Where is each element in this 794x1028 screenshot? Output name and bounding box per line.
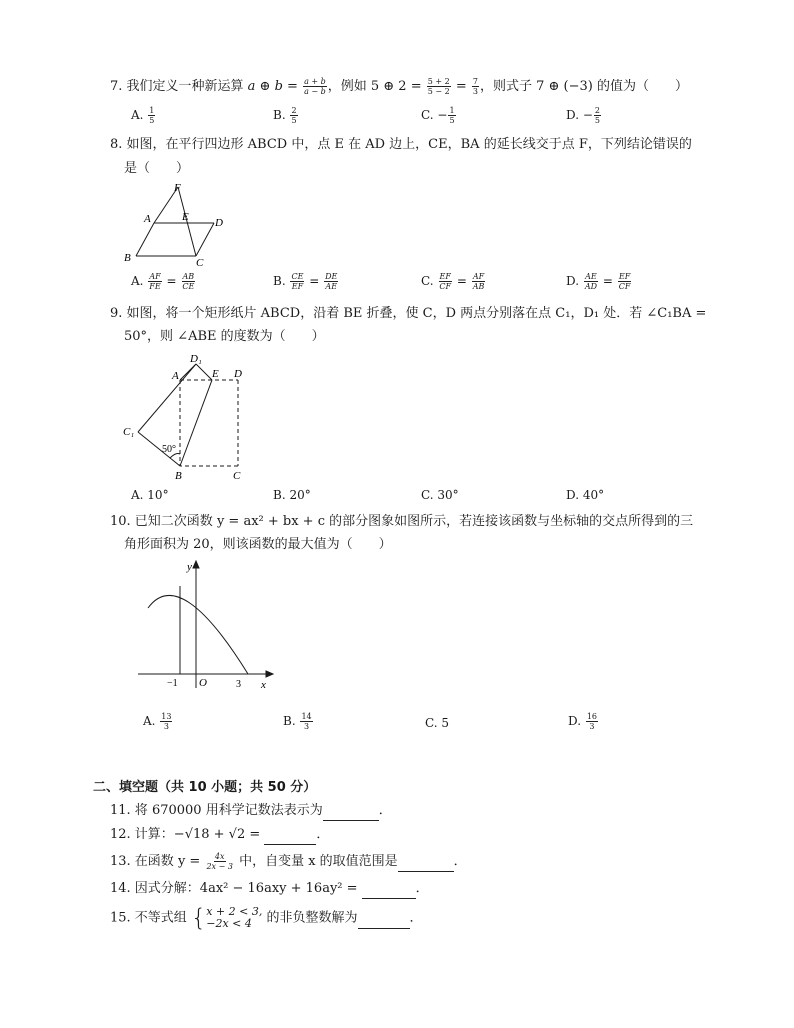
q10-parabola-curve [148,595,248,674]
q7-text-b: ，例如 5 ⊕ 2 = [327,79,426,94]
q9-folded-rectangle-figure [118,348,252,484]
q10-option-c[interactable]: C. 5 [425,716,450,730]
q8-label-e: E [182,211,189,223]
question-13: 13. 在函数 y = $\frac{4x}{2x - 3}$ 中，自变量 x 的取值范围是 ． [110,852,467,871]
q9-segment-d1c1 [138,364,196,432]
q7-option-a[interactable]: A. $\frac{1}{5}$ [131,106,155,125]
q10-label-x: x [261,679,266,691]
q8-option-c[interactable]: C. $\frac{EF}{CF}$ = $\frac{AF}{AB}$ [421,272,485,291]
q10-parabola-graph [132,556,278,696]
q8-option-b[interactable]: B. $\frac{CE}{EF}$ = $\frac{DE}{AE}$ [273,272,338,291]
question-10-line1: 10. 已知二次函数 y = ax² + bx + c 的部分图象如图所示，若连接该函数与坐标轴的交点所得到的三 [110,514,694,529]
question-9-line1: 9. 如图，将一个矩形纸片 ABCD，沿着 BE 折叠，使 C，D 两点分别落在点 C₁，D₁ 处．若 ∠C₁BA = [110,306,707,321]
section-2-heading: 二、填空题（共 10 小题；共 50 分） [93,780,317,795]
q9-option-a[interactable]: A. 10° [131,488,169,502]
q9-option-c[interactable]: C. 30° [421,488,459,502]
q10-option-a[interactable]: A. $\frac{13}{3}$ [143,712,172,731]
q9-label-a: A [172,370,179,382]
q8-segment-ab [136,223,154,256]
q13-answer-blank[interactable] [398,853,454,872]
question-8-line1: 8. 如图，在平行四边形 ABCD 中，点 E 在 AD 边上，CE，BA 的延长线交于点 F，下列结论错误的 [110,137,692,152]
q9-option-b[interactable]: B. 20° [273,488,311,502]
q9-fold-be [180,380,212,466]
q7-example-fraction: $\frac{5 + 2}{5 - 2}$ [427,77,450,96]
q8-segment-cd [196,223,214,256]
q7-definition-fraction: $\frac{a + b}{a - b}$ [304,77,326,96]
q7-operation: a ⊕ b = [247,79,303,94]
q9-label-c: C [233,470,241,482]
q9-label-d1: D₁ [190,353,202,365]
q10-label-origin: O [199,677,207,689]
q8-option-a[interactable]: A. $\frac{AF}{FE}$ = $\frac{AB}{CE}$ [131,272,195,291]
question-14: 14. 因式分解：4ax² − 16axy + 16ay² = ． [110,880,429,899]
q8-label-a: A [144,213,151,225]
q7-example-result: $\frac{7}{3}$ [472,77,478,96]
q10-option-d[interactable]: D. $\frac{16}{3}$ [568,712,598,731]
question-11: 11. 将 670000 用科学记数法表示为 ． [110,802,392,821]
question-15: 15. 不等式组 { x + 2 < 3, −2x < 4 的非负整数解为 ． [110,904,423,932]
q15-brace: { [190,904,207,932]
q9-label-e: E [212,368,219,380]
question-12: 12. 计算：−√18 + √2 = ． [110,826,329,845]
q7-option-c[interactable]: C. − $\frac{1}{5}$ [421,106,455,125]
q13-function-fraction: $\frac{4x}{2x - 3}$ [206,852,233,871]
q15-inequality-system: { x + 2 < 3, −2x < 4 [190,904,263,932]
q8-label-d: D [215,217,223,229]
q10-x-axis-arrow [266,671,273,677]
question-9-line2: 50°，则 ∠ABE 的度数为（ ） [124,329,325,344]
q10-label-neg1: −1 [167,678,178,689]
q8-label-c: C [196,257,204,269]
question-8-line2: 是（ ） [124,161,190,176]
q8-option-d[interactable]: D. $\frac{AE}{AD}$ = $\frac{EF}{CF}$ [566,272,631,291]
q9-label-c1: C₁ [123,426,135,438]
q14-answer-blank[interactable] [362,880,416,899]
q10-label-three: 3 [236,679,241,690]
q8-parallelogram-figure [118,180,230,270]
q9-option-d[interactable]: D. 40° [566,488,605,502]
question-7-stem: 7. 我们定义一种新运算 a ⊕ b = $\frac{a + b}{a - b}$ ，例如 5 ⊕ 2 = $\frac{5 + 2}{5 - 2}$ = $\frac{7}{3}$ ，则式子 7 ⊕ (−3) 的值为（ ） [110,77,688,96]
q7-option-d[interactable]: D. − $\frac{2}{5}$ [566,106,600,125]
q7-option-b[interactable]: B. $\frac{2}{5}$ [273,106,297,125]
q9-label-b: B [175,470,182,482]
q9-segment-d1e [196,364,212,380]
q7-text-c: ，则式子 7 ⊕ (−3) 的值为（ ） [479,79,688,94]
q10-label-y: y [187,561,192,573]
q8-label-b: B [124,252,131,264]
q8-label-f: F [174,182,181,194]
q9-label-d: D [234,368,242,380]
q10-option-b[interactable]: B. $\frac{14}{3}$ [283,712,312,731]
q15-answer-blank[interactable] [358,910,410,929]
question-10-line2: 角形面积为 20，则该函数的最大值为（ ） [124,537,392,552]
q12-answer-blank[interactable] [264,826,316,845]
q11-answer-blank[interactable] [323,802,379,821]
q7-text-a: 7. 我们定义一种新运算 [110,79,248,94]
q10-y-axis-arrow [193,561,199,568]
q9-label-angle: 50° [162,444,176,455]
